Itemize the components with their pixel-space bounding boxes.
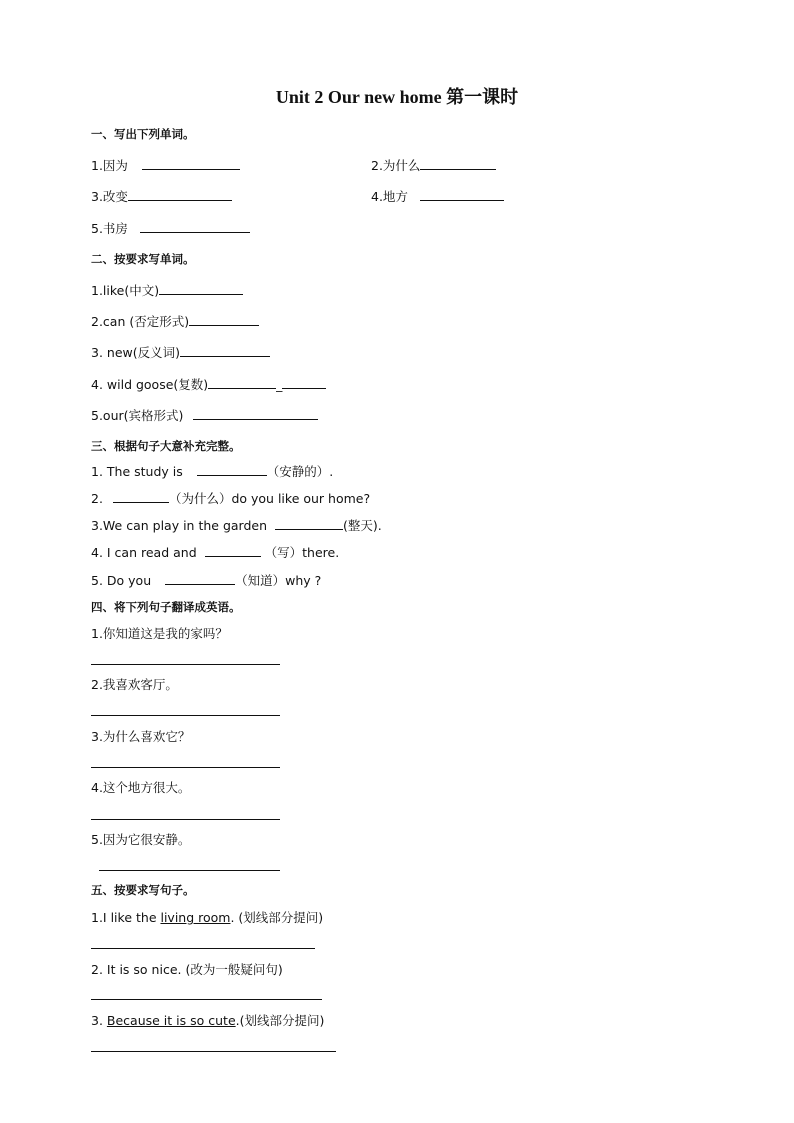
s3-item-5-text: 5. Do you [91,573,152,588]
answer-blank[interactable] [128,188,232,201]
answer-blank[interactable] [420,188,504,201]
s5-item-3-underlined: Because it is so cute [106,1013,236,1028]
s5-item-3-text: 3. [91,1013,107,1028]
answer-blank[interactable] [208,376,276,389]
s1-item-5 [91,220,250,237]
answer-line[interactable] [91,767,280,768]
answer-blank[interactable] [205,544,261,557]
answer-blank[interactable] [193,407,318,420]
s3-item-4-text: 4. I can read and [91,545,197,560]
s2-item-2-label: 2.can (否定形式) [91,314,190,329]
s3-item-2-end: do you like our home? [231,491,371,506]
s1-item-2-label: 2.为什么 [371,158,421,173]
s1-item-4 [371,188,504,205]
s5-item-1-underlined: living room [160,910,231,925]
section-4-heading: 四、将下列句子翻译成英语。 [91,600,241,614]
answer-line[interactable] [91,664,280,665]
answer-line[interactable] [99,870,280,871]
s3-item-1-text: 1. The study is [91,464,183,479]
s2-item-3-label: 3. new(反义词) [91,345,180,360]
s1-item-3-label: 3.改变 [91,189,128,204]
s5-item-1-text: 1.I like the [91,910,161,925]
s3-item-1-hint: （安静的） [266,464,330,479]
s3-item-3 [91,517,382,534]
s3-item-2-hint: （为什么） [168,491,232,506]
answer-line[interactable] [91,999,322,1000]
section-5-heading: 五、按要求写句子。 [91,883,195,897]
s1-item-2 [371,157,496,174]
answer-line[interactable] [91,1051,336,1052]
s3-item-5-hint: （知道） [235,573,286,588]
s5-item-3-instruction: .(划线部分提问) [235,1013,325,1028]
s3-item-4 [91,544,339,561]
s1-item-3 [91,188,232,205]
answer-line[interactable] [91,819,280,820]
section-1-heading: 一、写出下列单词。 [91,127,195,141]
answer-blank[interactable] [275,517,343,530]
s1-item-1 [91,157,240,174]
answer-blank[interactable] [282,376,326,389]
s2-item-5-label: 5.our(宾格形式) [91,408,184,423]
answer-line[interactable] [91,715,280,716]
answer-blank[interactable] [420,157,496,170]
s3-item-2 [91,490,370,507]
s3-item-1-end: . [329,464,334,479]
answer-blank[interactable] [140,220,250,233]
answer-blank[interactable] [189,313,259,326]
section-2-heading: 二、按要求写单词。 [91,252,195,266]
s2-item-1 [91,282,243,299]
s3-item-3-end: . [377,518,382,533]
page-title: Unit 2 Our new home 第一课时 [275,87,519,107]
s5-item-1-instruction: . (划线部分提问) [230,910,324,925]
s3-item-5-end: why ? [285,573,322,588]
s2-item-4-label: 4. wild goose(复数) [91,377,209,392]
s3-item-1 [91,463,333,480]
s3-item-2-text: 2. [91,491,103,506]
s3-item-3-hint: (整天) [343,518,378,533]
s3-item-3-text: 3.We can play in the garden [91,518,268,533]
s2-item-1-label: 1.like(中文) [91,283,160,298]
s2-item-2 [91,313,259,330]
answer-blank[interactable] [197,463,267,476]
s5-item-1 [91,910,323,926]
s4-item-1: 1.你知道这是我的家吗？ [91,626,228,641]
s2-item-3 [91,344,270,361]
s2-item-5 [91,407,318,424]
s4-item-2: 2.我喜欢客厅。 [91,677,178,692]
section-3-heading: 三、根据句子大意补充完整。 [91,439,241,453]
s5-item-3 [91,1013,324,1029]
s1-item-1-label: 1.因为 [91,158,128,173]
s4-item-4: 4.这个地方很大。 [91,780,191,795]
s3-item-4-hint: （写） [264,545,303,560]
s2-item-4 [91,376,326,393]
s3-item-4-end: there. [302,545,340,560]
answer-blank[interactable] [159,282,243,295]
s3-item-5 [91,572,321,589]
s1-item-4-label: 4.地方 [371,189,408,204]
answer-blank[interactable] [142,157,240,170]
s2-item-4-mark: _ [276,377,283,392]
answer-line[interactable] [91,948,315,949]
answer-blank[interactable] [165,572,235,585]
answer-blank[interactable] [113,490,169,503]
s4-item-5: 5.因为它很安静。 [91,832,191,847]
answer-blank[interactable] [180,344,270,357]
s4-item-3: 3.为什么喜欢它？ [91,729,191,744]
s5-item-2: 2. It is so nice. (改为一般疑问句) [91,962,283,977]
s1-item-5-label: 5.书房 [91,221,128,236]
